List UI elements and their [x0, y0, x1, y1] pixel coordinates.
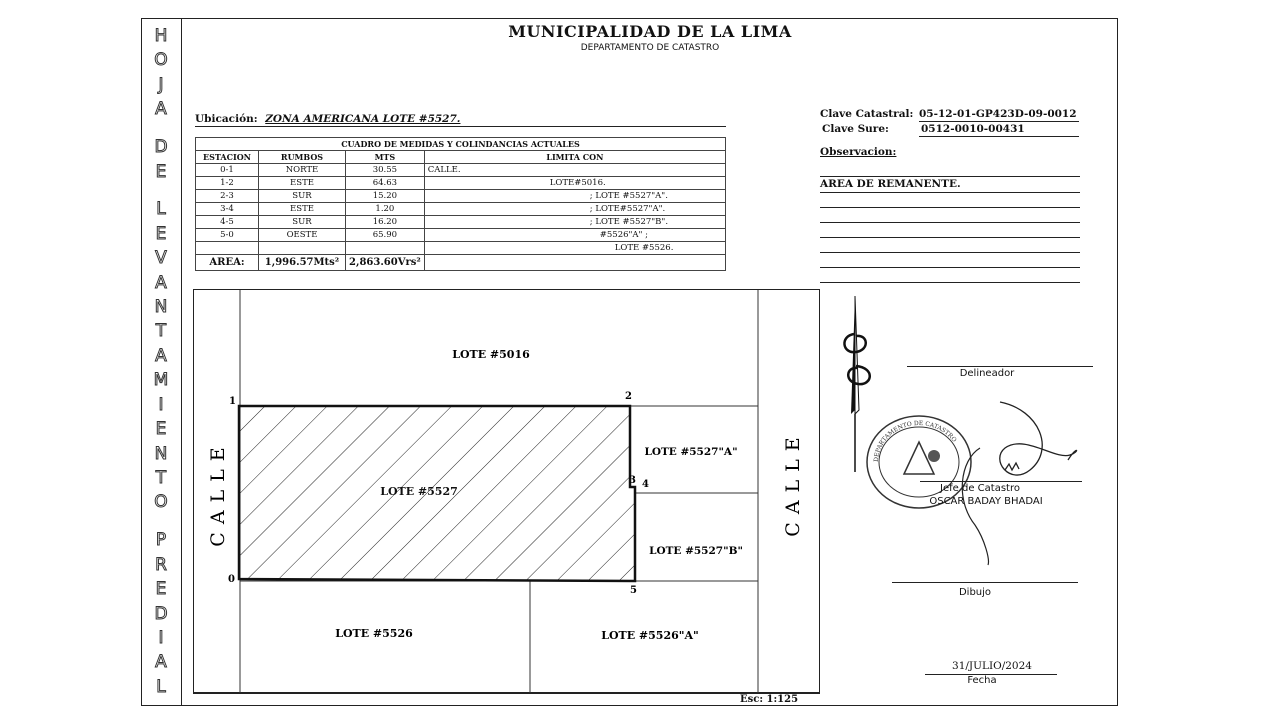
observacion-label: Observacion:: [820, 146, 897, 158]
header-limita-con: LIMITA CON: [424, 151, 725, 164]
ubicacion-label: Ubicación:: [195, 113, 258, 125]
side-title-letter: A: [155, 345, 167, 366]
side-title-letter: I: [158, 627, 164, 648]
side-title-letter: A: [155, 272, 167, 293]
clave-catastral-value: 05-12-01-GP423D-09-0012: [919, 108, 1077, 120]
side-title-letter: N: [154, 443, 168, 464]
side-title-letter: D: [154, 137, 168, 158]
label-lote-5526a: LOTE #5526"A": [601, 629, 699, 642]
clave-sure-rule: [919, 136, 1079, 137]
obs-rule-1: [820, 176, 1080, 177]
observacion-text: AREA DE REMANENTE.: [820, 178, 961, 190]
cell-limita: ; LOTE #5527"B".: [424, 216, 725, 229]
label-lote-5527b: LOTE #5527"B": [649, 545, 743, 557]
vertex-2: 2: [625, 391, 632, 402]
delineador-label: Delineador: [959, 368, 1015, 379]
side-title-letter: I: [158, 394, 164, 415]
escala: Esc: 1:125: [740, 694, 799, 705]
table-row: [196, 164, 726, 177]
cell-limita: LOTE#5016.: [424, 177, 725, 190]
cell-mts: 16.20: [346, 216, 425, 229]
header-estacion: ESTACION: [196, 151, 259, 164]
label-lote-5527: LOTE #5527: [380, 485, 458, 498]
clave-sure-value: 0512-0010-00431: [921, 123, 1025, 135]
obs-rule-5: [820, 237, 1080, 238]
cell-limita: CALLE.: [424, 164, 725, 177]
side-title-letter: E: [155, 579, 167, 600]
cuadro-medidas: [195, 137, 726, 271]
side-title-letter: O: [154, 492, 168, 513]
obs-rule-3: [820, 207, 1080, 208]
header-mts: MTS: [346, 151, 425, 164]
table-row: [196, 177, 726, 190]
obs-rule-8: [820, 282, 1080, 283]
jefe-label: Jefe de Catastro: [940, 483, 1020, 494]
fecha-label: Fecha: [967, 675, 997, 686]
side-title-letter: O: [154, 50, 168, 71]
delineador-rule: [907, 366, 1093, 367]
table-row: [196, 229, 726, 242]
area-row: [196, 255, 726, 271]
side-title-letter: E: [155, 223, 167, 244]
header-rumbos: RUMBOS: [259, 151, 346, 164]
table-row: [196, 190, 726, 203]
side-title-letter: N: [154, 297, 168, 318]
clave-catastral-rule: [919, 121, 1079, 122]
jefe-name: OSCAR BADAY BHADAI: [929, 496, 1043, 507]
table-row: [196, 216, 726, 229]
cell-rumbo: ESTE: [259, 177, 346, 190]
plano: [193, 289, 820, 693]
cuadro-header-row: [196, 151, 726, 164]
cell-mts: 15.20: [346, 190, 425, 203]
cell-estacion: [196, 242, 259, 255]
ubicacion-value: ZONA AMERICANA LOTE #5527.: [265, 113, 461, 125]
dibujo-label: Dibujo: [958, 587, 992, 598]
jefe-rule: [920, 481, 1082, 482]
cell-rumbo: SUR: [259, 190, 346, 203]
cell-estacion: 5-0: [196, 229, 259, 242]
plano-svg: [194, 290, 821, 694]
vertex-4: 4: [642, 479, 649, 490]
area-empty: [424, 255, 725, 271]
cell-estacion: 4-5: [196, 216, 259, 229]
obs-rule-2: [820, 192, 1080, 193]
vertex-1: 1: [229, 396, 236, 407]
cell-mts: 64.63: [346, 177, 425, 190]
cell-estacion: 1-2: [196, 177, 259, 190]
area-mts: 1,996.57Mts²: [259, 255, 346, 271]
side-title-letter: T: [155, 468, 167, 489]
obs-rule-6: [820, 252, 1080, 253]
obs-rule-7: [820, 267, 1080, 268]
document-subtitle: DEPARTAMENTO DE CATASTRO: [580, 43, 720, 53]
table-row: [196, 242, 726, 255]
cell-rumbo: NORTE: [259, 164, 346, 177]
side-title-letter: A: [155, 99, 167, 120]
side-title-letter: H: [154, 26, 168, 46]
area-vrs: 2,863.60Vrs²: [346, 255, 425, 271]
cell-rumbo: ESTE: [259, 203, 346, 216]
side-title-letter: J: [158, 74, 164, 95]
ubicacion-rule: [195, 126, 726, 127]
side-title-letter: E: [155, 161, 167, 182]
dibujo-rule: [892, 582, 1078, 583]
vertex-3: 3: [629, 475, 636, 486]
side-title-letter: P: [155, 530, 167, 551]
side-title-letter: L: [156, 676, 166, 697]
cell-mts: 1.20: [346, 203, 425, 216]
cell-mts: 65.90: [346, 229, 425, 242]
cell-estacion: 3-4: [196, 203, 259, 216]
area-label: AREA:: [196, 255, 259, 271]
side-title-letter: A: [155, 652, 167, 673]
label-calle-right: CALLE: [782, 429, 804, 537]
cell-limita: LOTE #5526.: [424, 242, 725, 255]
cuadro-title-row: [196, 138, 726, 151]
vertex-5: 5: [630, 585, 637, 596]
table-row: [196, 203, 726, 216]
side-title-letter: T: [155, 321, 167, 342]
cell-limita: ; LOTE #5527"A".: [424, 190, 725, 203]
side-title-letter: L: [156, 199, 166, 220]
side-title-letter: M: [153, 370, 169, 391]
cell-rumbo: [259, 242, 346, 255]
vertex-0: 0: [228, 574, 235, 585]
fecha-value: 31/JULIO/2024: [952, 660, 1032, 672]
side-title-letter: D: [154, 603, 168, 624]
cell-rumbo: SUR: [259, 216, 346, 229]
cell-mts: [346, 242, 425, 255]
side-title-letter: V: [155, 248, 167, 269]
clave-catastral-label: Clave Catastral:: [820, 108, 914, 120]
seal-text: DEPARTAMENTO DE CATASTRO: [872, 419, 958, 463]
cell-limita: #5526"A" ;: [424, 229, 725, 242]
cell-mts: 30.55: [346, 164, 425, 177]
label-calle-left: CALLE: [207, 439, 229, 547]
obs-rule-4: [820, 222, 1080, 223]
clave-sure-label: Clave Sure:: [822, 123, 889, 135]
cell-limita: ; LOTE#5527"A".: [424, 203, 725, 216]
label-lote-5016: LOTE #5016: [452, 348, 530, 361]
cuadro-title: CUADRO DE MEDIDAS Y COLINDANCIAS ACTUALES: [196, 138, 726, 151]
side-title-letter: E: [155, 419, 167, 440]
side-title-letter: R: [155, 554, 167, 575]
ubicacion: [195, 113, 460, 125]
label-lote-5526: LOTE #5526: [335, 627, 413, 640]
side-title: [141, 18, 182, 706]
label-lote-5527a: LOTE #5527"A": [644, 446, 738, 458]
cell-estacion: 0-1: [196, 164, 259, 177]
map-bottom-rule: [193, 693, 820, 694]
document-title: MUNICIPALIDAD DE LA LIMA: [508, 22, 792, 41]
cell-estacion: 2-3: [196, 190, 259, 203]
cell-rumbo: OESTE: [259, 229, 346, 242]
